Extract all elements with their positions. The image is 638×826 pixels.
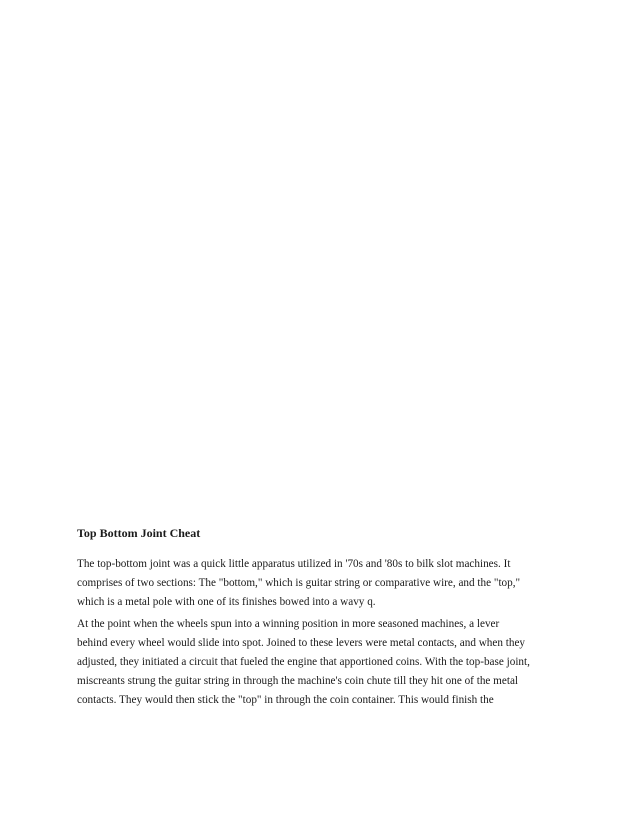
paragraph-line: which is a metal pole with one of its finishes bowed into a wavy q. (77, 596, 376, 608)
paragraph-line: contacts. They would then stick the "top" in through the coin container. This would finish the (77, 694, 494, 706)
section-heading: Top Bottom Joint Cheat (77, 526, 201, 540)
paragraph-line: behind every wheel would slide into spot. Joined to these levers were metal contacts, and when they (77, 637, 525, 649)
paragraph-1 (77, 555, 520, 612)
paragraph-line: At the point when the wheels spun into a winning position in more seasoned machines, a lever (77, 618, 500, 630)
paragraph-line: comprises of two sections: The "bottom," which is guitar string or comparative wire, and the "top," (77, 577, 521, 589)
paragraph-line: miscreants strung the guitar string in through the machine's coin chute till they hit one of the metal (77, 675, 519, 687)
paragraph-2 (77, 615, 530, 710)
document-body (77, 526, 567, 706)
paragraph-line: The top-bottom joint was a quick little apparatus utilized in '70s and '80s to bilk slot machines. It (77, 558, 511, 570)
paragraph-line: adjusted, they initiated a circuit that fueled the engine that apportioned coins. With the top-base joint, (77, 656, 530, 668)
